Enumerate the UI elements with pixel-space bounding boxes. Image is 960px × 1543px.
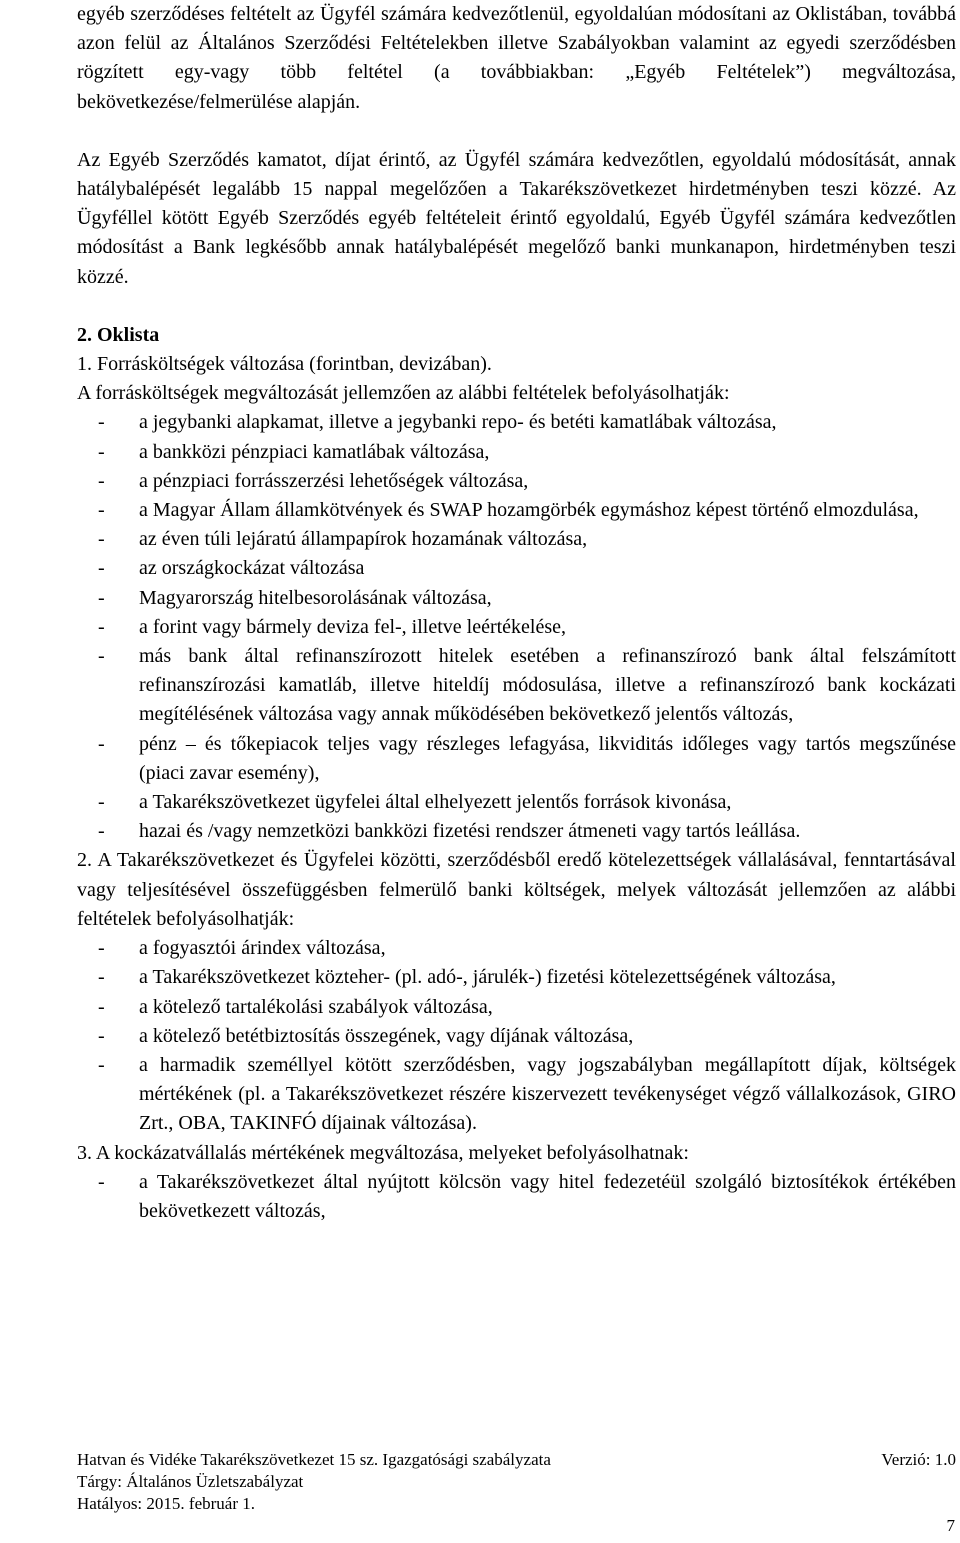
section-heading: 2. Oklista xyxy=(77,323,160,346)
list-item: - a Magyar Állam államkötvények és SWAP hozamgörbék egymáshoz képest történő elmozdulása, xyxy=(98,499,919,522)
footer-effective-date: Hatályos: 2015. február 1. xyxy=(77,1494,255,1513)
list-risk xyxy=(77,1168,956,1226)
footer-organization: Hatvan és Vidéke Takarékszövetkezet 15 sz. Igazgatósági szabályzata xyxy=(77,1450,551,1469)
list-funding-costs xyxy=(77,408,956,846)
list-item: - a bankközi pénzpiaci kamatlábak változása, xyxy=(98,440,490,463)
list-item: - az országkockázat változása xyxy=(98,557,365,580)
list-item: - a pénzpiaci forrásszerzési lehetőségek változása, xyxy=(98,469,529,492)
subsection-2-text: 2. A Takarékszövetkezet és Ügyfelei közötti, szerződésből eredő kötelezettségek vállalásával, fenntartásával vagy teljesítésével összefüggésben felmerülő banki költségek, melyek változását jellemzően az alábbi feltételek befolyásolhatják: xyxy=(77,849,956,930)
list-item: - a kötelező tartalékolási szabályok változása, xyxy=(98,995,493,1018)
paragraph-modification-notice: Az Egyéb Szerződés kamatot, díjat érintő, az Ügyfél számára kedvezőtlen, egyoldalú módosítását, annak hatálybalépését legalább 15 nappal megelőzően a Takarékszövetkezet hirdetményben teszi közzé. Az Ügyféllel kötött Egyéb Szerződés egyéb feltételeit érintő egyoldalú, Egyéb Ügyfél számára kedvezőtlen módosítást a Bank legkésőbb annak hatálybalépését megelőző banki munkanapon, hirdetményben teszi közzé. xyxy=(77,148,956,288)
list-item: - Magyarország hitelbesorolásának változása, xyxy=(98,586,492,609)
list-item: - a fogyasztói árindex változása, xyxy=(98,937,386,960)
document-body xyxy=(77,0,956,1226)
footer-version: Verzió: 1.0 xyxy=(881,1450,956,1469)
list-item: - más bank által refinanszírozott hitelek esetében a refinanszírozó bank által felszámított refinanszírozási kamatláb, illetve hiteldíj módosulása, illetve a refinanszírozó bank kockázati megítélésének változása vagy annak működésében bekövetkező jelentős változás, xyxy=(98,645,956,726)
list-item: - a Takarékszövetkezet közteher- (pl. adó-, járulék-) fizetési kötelezettségének változása, xyxy=(98,966,836,989)
list-item: - a harmadik személlyel kötött szerződésben, vagy jogszabályban megállapított díjak, költségek mértékének (pl. a Takarékszövetkezet részére kiszervezett tevékenységet végző vállalkozások, GIRO Zrt., OBA, TAKINFÓ díjainak változása). xyxy=(98,1053,956,1135)
subsection-1-title: 1. Forrásköltségek változása (forintban, devizában). xyxy=(77,353,492,376)
list-item: - hazai és /vagy nemzetközi bankközi fizetési rendszer átmeneti vagy tartós leállása. xyxy=(98,820,801,843)
list-item: - a Takarékszövetkezet ügyfelei által elhelyezett jelentős források kivonása, xyxy=(98,791,732,814)
list-item: - a forint vagy bármely deviza fel-, illetve leértékelése, xyxy=(98,615,567,638)
list-item: - a kötelező betétbiztosítás összegének, vagy díjának változása, xyxy=(98,1024,634,1047)
list-item: - az éven túli lejáratú állampapírok hozamának változása, xyxy=(98,528,588,551)
list-item: - a Takarékszövetkezet által nyújtott kölcsön vagy hitel fedezetéül szolgáló biztosítékok értékében bekövetkezett változás, xyxy=(98,1170,956,1222)
subsection-1-intro: A forrásköltségek megváltozását jellemzően az alábbi feltételek befolyásolhatják: xyxy=(77,382,730,405)
list-item: - pénz – és tőkepiacok teljes vagy részleges lefagyása, likviditás időleges vagy tartós megszűnése (piaci zavar esemény), xyxy=(98,732,956,784)
paragraph-continuation: egyéb szerződéses feltételt az Ügyfél számára kedvezőtlenül, egyoldalúan módosítani az Oklistában, továbbá azon felül az Általános Szerződési Feltételekben illetve Szabályokban valamint az egyedi szerződésben rögzített egy-vagy több feltétel (a továbbiakban: „Egyéb Feltételek”) megváltozása, bekövetkezése/felmerülése alapján. xyxy=(77,3,956,113)
list-bank-costs xyxy=(77,934,956,1138)
subsection-3-text: 3. A kockázatvállalás mértékének megváltozása, melyeket befolyásolhatnak: xyxy=(77,1141,689,1164)
list-item: - a jegybanki alapkamat, illetve a jegybanki repo- és betéti kamatlábak változása, xyxy=(98,411,777,434)
page-footer xyxy=(77,1449,956,1515)
page-number: 7 xyxy=(946,1516,955,1535)
footer-subject: Tárgy: Általános Üzletszabályzat xyxy=(77,1472,304,1491)
